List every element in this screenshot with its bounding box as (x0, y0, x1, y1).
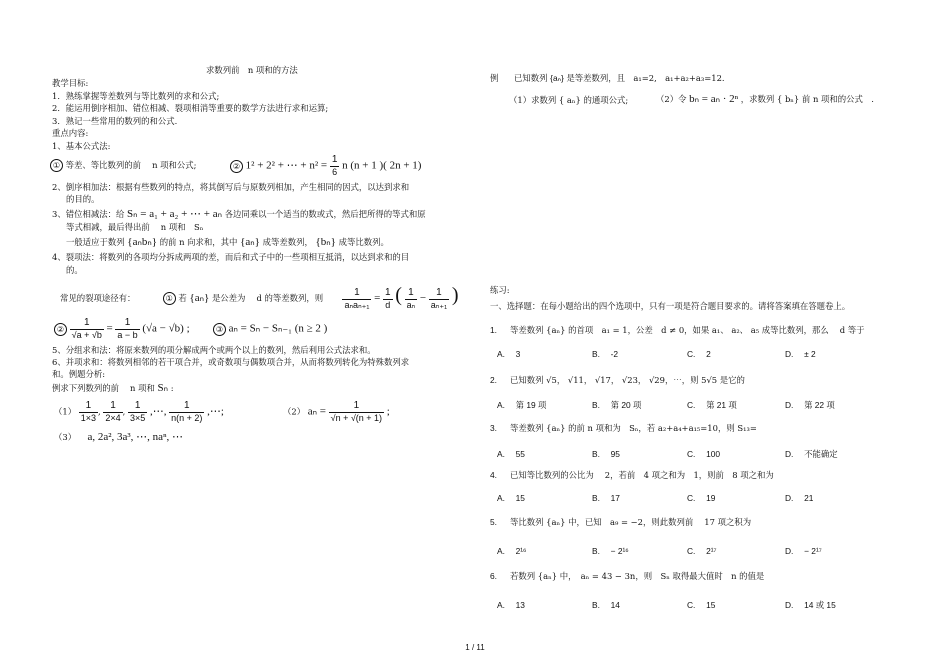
question-stem: 等差数列 {aₙ} 的前 n 项和为 Sₙ，若 a₂+a₄+a₁₅=10，则 S₁₃= (510, 423, 757, 433)
example-3 (54, 432, 183, 443)
option-d[interactable]: D. 14 或 15 (785, 600, 836, 610)
circled-1-icon: ① (50, 159, 63, 172)
example-heading (52, 383, 174, 394)
option-b[interactable]: B. -2 (592, 349, 619, 359)
option-d[interactable]: D. ± 2 (785, 349, 816, 359)
example-1: （1） $\frac{1}{1\times 3}$ , $\frac{1}{2\times 4}$ , $\frac{1}{3\times 5}$ ,⋯, $\frac{1}{n(n + 2)}$ ,⋯; (54, 400, 224, 423)
fraction: $\frac{1}{3\times 5}$ (129, 400, 146, 423)
method-4-line-a: 4、裂项法：将数列的各项均分拆成两项的差，而后和式子中的一些项相互抵消，以达到求和的目 (52, 252, 410, 262)
circled-3-icon: ③ (213, 323, 226, 336)
example-label: 例 (490, 73, 499, 83)
example-text (514, 74, 725, 82)
formula: aₙ = (307, 405, 326, 418)
text: 各边同乘以一个适当的数或式，然后把所得的等式和原 (224, 209, 426, 219)
fraction: $\frac{1}{1\times 3}$ (80, 400, 97, 423)
method-1-item-1: 等差、等比数列的前 n 项和公式; (65, 160, 197, 170)
method-2-line-a: 2、倒序相加法：根据有些数列的特点，将其倒写后与原数列相加，产生相同的因式，以达到求和 (52, 182, 410, 192)
text: 常见的裂项途径有： (60, 293, 136, 303)
key-heading: 重点内容: (52, 128, 89, 138)
goal-2: 2．能运用倒序相加、错位相减、裂项相消等重要的数学方法进行求和运算; (52, 103, 329, 113)
question-stem: 等比数列 {aₙ} 中，已知 a₉ = −2，则此数列前 17 项之积为 (510, 517, 752, 527)
option-d[interactable]: D. 不能确定 (785, 449, 838, 459)
fraction: $\frac{1}{d}$ (385, 286, 391, 310)
formula: aₙ = Sₙ − Sₙ₋₁ (n ≥ 2 ) (228, 322, 328, 335)
circled-2-icon: ② (230, 160, 243, 173)
option-d[interactable]: D. 21 (785, 493, 814, 503)
option-a[interactable]: A. 55 (497, 449, 525, 459)
page-title: 求数列前 n 项和的方法 (206, 65, 298, 75)
fraction: $\frac{1}{2\times 4}$ (105, 400, 121, 423)
text: 已知数列 (514, 73, 548, 83)
question-stem: 已知等比数列的公比为 2，若前 4 项之和为 1，则前 8 项之和为 (510, 470, 774, 480)
goals-heading: 教学目标: (52, 78, 89, 88)
option-b[interactable]: B. 14 (592, 600, 620, 610)
question-number: 3. (490, 423, 497, 433)
formula-rhs: n (n + 1 )( 2n + 1) (342, 159, 422, 172)
option-c[interactable]: C. 2¹⁷ (687, 546, 717, 556)
method-2-line-b: 的目的。 (66, 194, 100, 204)
fraction: $\frac{1}{√n + √(n + 1)}$ (330, 400, 383, 423)
fraction: $\frac{1}{\text{aₙ}}$ (406, 286, 416, 310)
split-term-rule-1 (60, 285, 458, 310)
method-1-heading: 1、基本公式法: (52, 141, 111, 151)
method-3-line-c (66, 237, 389, 248)
formula: a, 2a², 3a³, ⋯, naⁿ, ⋯ (87, 431, 184, 443)
text: 成等差数列， (262, 237, 313, 247)
formula: (√a − √b) ; (142, 322, 190, 335)
text: 是等差数列，且 a₁=2, a₁+a₂+a₃=12. (566, 73, 725, 83)
method-5: 5、分组求和法：将原来数列的项分解成两个或两个以上的数列，然后利用公式法求和。 (52, 345, 376, 355)
option-a[interactable]: A. 2¹⁶ (497, 546, 527, 556)
question-2 (656, 94, 874, 105)
sum-of-squares-formula (230, 155, 421, 177)
formula: {aₙ} (189, 292, 210, 304)
method-6-line-a: 6、并项求和：将数列相邻的若干项合并，或奇数项与偶数项合并，从而将数列转化为特殊数列求 (52, 357, 410, 367)
option-c[interactable]: C. 第 21 项 (687, 400, 737, 410)
question-stem: 若数列 {aₙ} 中， aₙ = 43 − 3n，则 Sₙ 取得最大值时 n 的值是 (510, 571, 765, 581)
question-number: 6. (490, 571, 497, 581)
text: ,⋯, (149, 405, 167, 418)
fraction: $\frac{1}{\text{aₙ₊₁}}$ (430, 286, 448, 310)
text: （2）令 (656, 94, 687, 104)
method-1-line (50, 159, 196, 172)
text: ,⋯; (207, 405, 224, 418)
option-a[interactable]: A. 3 (497, 349, 521, 359)
option-c[interactable]: C. 19 (687, 493, 716, 503)
goal-3: 3．熟记一些常用的数列的和公式. (52, 116, 178, 126)
formula: {aₙ} (240, 236, 260, 248)
fraction: $\frac{1}{n(n + 2)}$ (171, 400, 203, 423)
option-a[interactable]: A. 15 (497, 493, 525, 503)
split-term-rule-2 (54, 318, 327, 340)
option-c[interactable]: C. 100 (687, 449, 721, 459)
goal-1: 1．熟练掌握等差数列与等比数列的求和公式; (52, 91, 220, 101)
text: 3、错位相减法：给 (52, 209, 125, 219)
question-number: 2. (490, 375, 497, 385)
fraction: $\frac{1}{a - b}$ (117, 317, 138, 340)
text: 的前 n 向求和，其中 (159, 237, 238, 247)
option-c[interactable]: C. 2 (687, 349, 711, 359)
method-6-line-b: 和。例题分析: (52, 369, 106, 379)
fraction: $\frac{1}{\text{aₙaₙ₊₁}}$ (344, 286, 370, 310)
label: （1） (54, 406, 77, 417)
option-c[interactable]: C. 15 (687, 600, 716, 610)
formula: Sₙ = a₁ + a₂ + ⋯ + aₙ (127, 208, 223, 220)
formula-lhs: 1² + 2² + ⋯ + n² = (245, 159, 330, 172)
formula: bₙ = aₙ · 2ⁿ (689, 93, 739, 105)
question-number: 4. (490, 470, 497, 480)
practice-heading: 练习: (490, 285, 510, 295)
formula: {bₙ} (315, 236, 336, 248)
question-stem: 已知数列 √5， √11， √17， √23， √29，⋯，则 5√5 是它的 (510, 375, 745, 385)
text: ; (386, 405, 390, 418)
question-number: 1. (490, 325, 497, 335)
option-a[interactable]: A. 第 19 项 (497, 400, 547, 410)
formula: {aₙ} (550, 73, 564, 83)
option-b[interactable]: B. 17 (592, 493, 620, 503)
question-stem: 等差数列 {aₙ} 的首项 a₁ = 1，公差 d ≠ 0，如果 a₁、 a₂、 a₅ 成等比数列，那么 d 等于 (510, 325, 865, 335)
method-3-line-a (52, 209, 426, 220)
text: : (170, 383, 174, 393)
paren-close: ) (451, 284, 459, 306)
option-b[interactable]: B. 95 (592, 449, 620, 459)
section-instructions: 一、选择题：在每小题给出的四个选项中，只有一项是符合题目要求的。请将答案填在答题卷上。 (490, 301, 851, 311)
label: （2） (283, 406, 306, 417)
text: = (106, 322, 113, 335)
text: = (374, 292, 381, 304)
fraction: $\frac{1}{6}$ (331, 154, 338, 177)
option-b[interactable]: B. − 2¹⁶ (592, 546, 629, 556)
question-number: 5. (490, 517, 497, 527)
example-2 (283, 401, 390, 423)
text: 一般适应于数列 (66, 237, 125, 247)
circled-1-icon: ① (163, 292, 176, 305)
text: 若 (178, 293, 187, 303)
text: 例求下列数列的前 n 项和 (52, 383, 155, 393)
option-a[interactable]: A. 13 (497, 600, 525, 610)
circled-2-icon: ② (54, 323, 67, 336)
text: 成等比数列。 (338, 237, 389, 247)
method-3-line-b: 等式相减，最后得出前 n 项和 Sₙ (66, 222, 204, 232)
fraction: $\frac{1}{√a + √b}$ (71, 317, 102, 340)
method-4-line-b: 的。 (66, 265, 83, 275)
formula: Sₙ (157, 382, 169, 394)
page-number: 1 / 11 (465, 643, 485, 652)
text: − (419, 292, 427, 304)
label: （3） (54, 432, 77, 442)
paren-open: ( (395, 284, 402, 306)
formula: {aₙbₙ} (127, 236, 158, 248)
option-d[interactable]: D. − 2¹⁷ (785, 546, 822, 556)
option-d[interactable]: D. 第 22 项 (785, 400, 835, 410)
question-1: （1）求数列 { aₙ} 的通项公式; (509, 95, 629, 105)
text: 是公差为 d 的等差数列，则 (211, 293, 324, 303)
option-b[interactable]: B. 第 20 项 (592, 400, 642, 410)
text: ，求数列 { bₙ} 前 n 项和的公式 . (740, 94, 874, 104)
